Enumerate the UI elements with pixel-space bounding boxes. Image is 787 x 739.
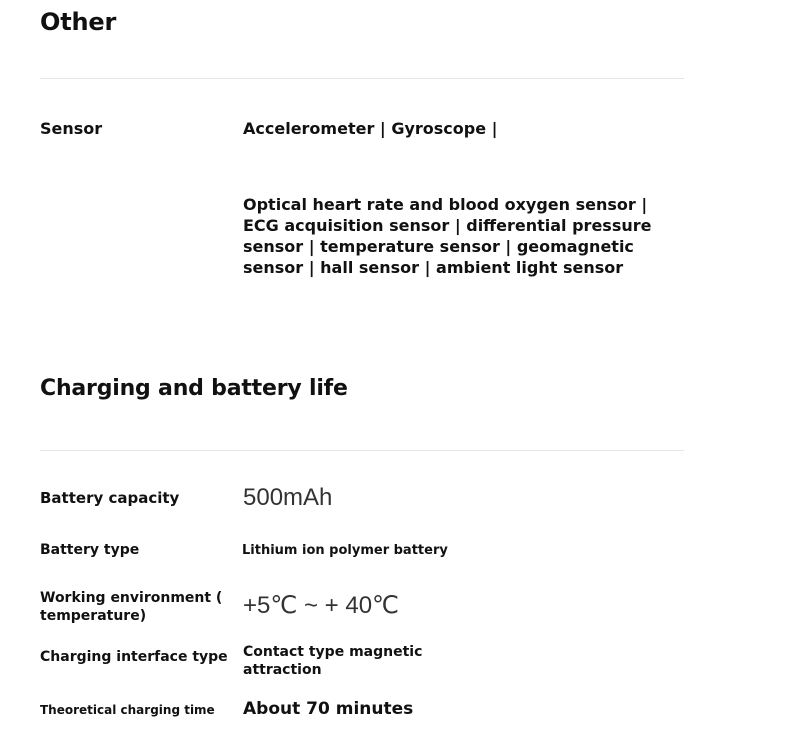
charging-time-value: About 70 minutes (243, 699, 414, 719)
battery-capacity-value: 500mAh (243, 484, 333, 511)
section-title-other: Other (40, 8, 117, 36)
charging-time-label: Theoretical charging time (40, 703, 215, 717)
sensor-value-line2: Optical heart rate and blood oxygen sensor | ECG acquisition sensor | differential pressure sensor | temperature sensor | geomagnetic sensor | hall sensor | ambient light sensor (243, 195, 652, 277)
divider (40, 78, 684, 79)
sensor-value-line1: Accelerometer | Gyroscope | (243, 119, 498, 138)
sensor-label: Sensor (40, 119, 103, 138)
charging-interface-label: Charging interface type (40, 649, 228, 665)
divider (40, 450, 684, 451)
working-environment-label: Working environment ( temperature) (40, 590, 223, 624)
battery-capacity-label: Battery capacity (40, 489, 180, 507)
working-environment-value: +5℃ ~ + 40℃ (243, 592, 399, 619)
battery-type-value: Lithium ion polymer battery (242, 543, 448, 558)
battery-type-label: Battery type (40, 542, 140, 558)
section-title-charging: Charging and battery life (40, 376, 348, 401)
charging-interface-value: Contact type magnetic attraction (243, 644, 423, 678)
